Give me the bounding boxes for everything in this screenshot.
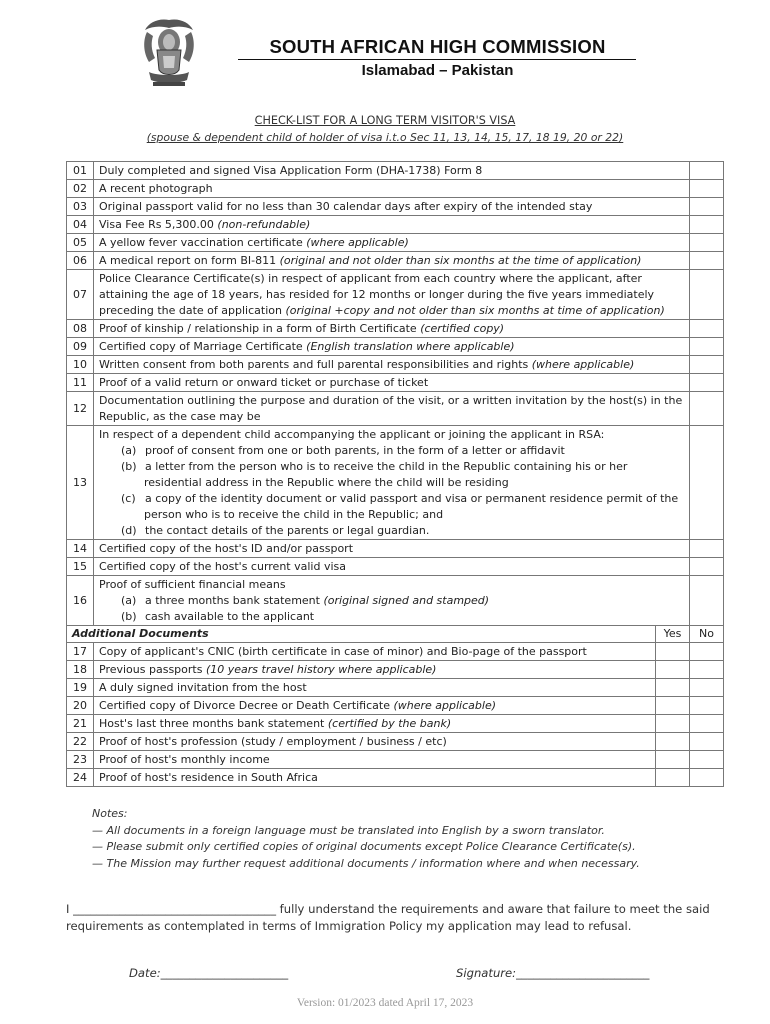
item-text: Documentation outlining the purpose and duration of the visit, or a written invitation by the host(s) in the Republic, as the case may be <box>94 392 690 426</box>
item-number: 02 <box>67 180 94 198</box>
table-row <box>67 198 724 216</box>
table-row <box>67 679 724 697</box>
sub-item-marker: (a) <box>121 594 137 607</box>
item-number: 20 <box>67 697 94 715</box>
table-row <box>67 733 724 751</box>
item-note: (where applicable) <box>306 236 409 249</box>
version-footer: Version: 01/2023 dated April 17, 2023 <box>296 997 474 1009</box>
title-underline <box>238 59 636 60</box>
sub-item <box>122 593 685 609</box>
no-checkbox-cell[interactable] <box>690 661 724 679</box>
item-main-text: Proof of kinship / relationship in a form of Birth Certificate <box>99 322 421 335</box>
item-number: 01 <box>67 162 94 180</box>
item-number: 13 <box>67 426 94 540</box>
item-text <box>94 356 690 374</box>
item-number: 24 <box>67 769 94 787</box>
item-number: 18 <box>67 661 94 679</box>
checkbox-cell[interactable] <box>690 374 724 392</box>
item-text: Proof of a valid return or onward ticket or purchase of ticket <box>94 374 690 392</box>
item-number: 10 <box>67 356 94 374</box>
item-number: 11 <box>67 374 94 392</box>
yes-checkbox-cell[interactable] <box>656 661 690 679</box>
table-row <box>67 558 724 576</box>
yes-checkbox-cell[interactable] <box>656 769 690 787</box>
item-main-text: A yellow fever vaccination certificate <box>99 236 307 249</box>
checkbox-cell[interactable] <box>690 162 724 180</box>
table-row <box>67 661 724 679</box>
item-text: Certified copy of the host's ID and/or passport <box>94 540 690 558</box>
item-main-text: Certified copy of Marriage Certificate <box>99 340 307 353</box>
notes-section <box>92 806 640 872</box>
item-text: A duly signed invitation from the host <box>94 679 656 697</box>
item-main-text: Host's last three months bank statement <box>99 717 328 730</box>
signature-blank: _______________________ <box>516 966 650 980</box>
checkbox-cell[interactable] <box>690 270 724 320</box>
checklist-table <box>66 161 724 787</box>
sub-item <box>122 443 685 459</box>
additional-header-row <box>67 626 724 643</box>
item-text: Proof of host's monthly income <box>94 751 656 769</box>
date-field[interactable] <box>129 966 288 980</box>
sub-item <box>122 491 685 523</box>
item-number: 15 <box>67 558 94 576</box>
item-text: Proof of host's profession (study / employment / business / etc) <box>94 733 656 751</box>
yes-checkbox-cell[interactable] <box>656 715 690 733</box>
checkbox-cell[interactable] <box>690 234 724 252</box>
declaration <box>66 901 726 935</box>
table-row <box>67 270 724 320</box>
item-note: (certified by the bank) <box>327 717 452 730</box>
checkbox-cell[interactable] <box>690 320 724 338</box>
sub-item-note: (original signed and stamped) <box>323 594 490 607</box>
note-line: — The Mission may further request additional documents / information where and when necessary. <box>92 856 640 870</box>
page-subtitle: Islamabad – Pakistan <box>361 62 514 79</box>
item-main-text: A medical report on form BI-811 <box>99 254 280 267</box>
checkbox-cell[interactable] <box>690 338 724 356</box>
table-row <box>67 392 724 426</box>
notes-heading: Notes: <box>92 807 128 820</box>
no-checkbox-cell[interactable] <box>690 679 724 697</box>
item-note: (original and not older than six months at the time of application) <box>279 254 642 267</box>
item-text <box>94 661 656 679</box>
sub-item-text: the contact details of the parents or legal guardian. <box>145 524 430 537</box>
item-text <box>94 216 690 234</box>
item-number: 23 <box>67 751 94 769</box>
table-row <box>67 234 724 252</box>
item-main-text: Police Clearance Certificate(s) in respect of applicant from each country where the applicant, after attaining the age of 18 years, has resided for 12 months or longer during the five years immediately preceding the date of application <box>99 272 655 317</box>
item-main-text: Certified copy of Divorce Decree or Death Certificate <box>99 699 394 712</box>
checkbox-cell[interactable] <box>690 216 724 234</box>
item-text: Copy of applicant's CNIC (birth certificate in case of minor) and Bio-page of the passport <box>94 643 656 661</box>
no-checkbox-cell[interactable] <box>690 697 724 715</box>
item-number: 14 <box>67 540 94 558</box>
item-note: (certified copy) <box>420 322 505 335</box>
table-row <box>67 216 724 234</box>
signature-field[interactable] <box>456 966 649 980</box>
sub-item-text: a letter from the person who is to receive the child in the Republic containing his or her residential address in the Republic where the child will be residing <box>144 460 628 489</box>
item-number: 03 <box>67 198 94 216</box>
yes-column-header: Yes <box>656 626 690 643</box>
item-text: A recent photograph <box>94 180 690 198</box>
table-row <box>67 540 724 558</box>
item-note: (English translation where applicable) <box>306 340 515 353</box>
checkbox-cell[interactable] <box>690 558 724 576</box>
item-text: Duly completed and signed Visa Application Form (DHA-1738) Form 8 <box>94 162 690 180</box>
sub-item-text: a three months bank statement <box>145 594 324 607</box>
item-number: 16 <box>67 576 94 626</box>
table-row <box>67 769 724 787</box>
checkbox-cell[interactable] <box>690 426 724 540</box>
coat-of-arms-logo <box>137 14 201 92</box>
table-row <box>67 162 724 180</box>
no-checkbox-cell[interactable] <box>690 715 724 733</box>
item-main-text: Proof of sufficient financial means <box>99 578 286 591</box>
item-number: 22 <box>67 733 94 751</box>
item-text <box>94 234 690 252</box>
item-number: 07 <box>67 270 94 320</box>
sub-item-text: proof of consent from one or both parents, in the form of a letter or affidavit <box>145 444 565 457</box>
date-label: Date: <box>129 966 161 980</box>
additional-documents-heading: Additional Documents <box>67 626 656 643</box>
declaration-text: fully understand the requirements and aware that failure to meet the said requirements as contemplated in terms of Immigration Policy my application may lead to refusal. <box>66 902 710 933</box>
item-main-text: Previous passports <box>99 663 206 676</box>
item-number: 05 <box>67 234 94 252</box>
item-note: (where applicable) <box>393 699 497 712</box>
item-number: 19 <box>67 679 94 697</box>
item-number: 04 <box>67 216 94 234</box>
yes-checkbox-cell[interactable] <box>656 679 690 697</box>
yes-checkbox-cell[interactable] <box>656 697 690 715</box>
item-number: 17 <box>67 643 94 661</box>
no-checkbox-cell[interactable] <box>690 751 724 769</box>
name-blank-field[interactable]: ___________________________________ <box>73 902 276 916</box>
item-text <box>94 715 656 733</box>
item-note: (where applicable) <box>531 358 635 371</box>
page-title: SOUTH AFRICAN HIGH COMMISSION <box>269 36 606 57</box>
item-text: Proof of host's residence in South Africa <box>94 769 656 787</box>
yes-checkbox-cell[interactable] <box>656 751 690 769</box>
checkbox-cell[interactable] <box>690 252 724 270</box>
item-text <box>94 426 690 540</box>
sub-item <box>122 609 685 625</box>
table-row <box>67 338 724 356</box>
table-row <box>67 715 724 733</box>
item-text <box>94 697 656 715</box>
item-main-text: Written consent from both parents and full parental responsibilities and rights <box>99 358 532 371</box>
sub-item-marker: (b) <box>121 610 137 623</box>
item-note: (original +copy and not older than six months at time of application) <box>285 304 665 317</box>
table-row <box>67 697 724 715</box>
no-checkbox-cell[interactable] <box>690 769 724 787</box>
sub-item <box>122 523 685 539</box>
checkbox-cell[interactable] <box>690 198 724 216</box>
item-text <box>94 320 690 338</box>
sub-item <box>122 459 685 491</box>
item-main-text: In respect of a dependent child accompanying the applicant or joining the applicant in RSA: <box>99 428 605 441</box>
checkbox-cell[interactable] <box>690 392 724 426</box>
item-note: (10 years travel history where applicable) <box>205 663 437 676</box>
item-number: 09 <box>67 338 94 356</box>
table-row <box>67 180 724 198</box>
item-text <box>94 270 690 320</box>
item-text <box>94 338 690 356</box>
date-blank: ______________________ <box>160 966 289 980</box>
yes-checkbox-cell[interactable] <box>656 643 690 661</box>
sub-item-marker: (d) <box>121 524 137 537</box>
table-row <box>67 356 724 374</box>
item-text <box>94 252 690 270</box>
checklist-subtitle: (spouse & dependent child of holder of visa i.t.o Sec 11, 13, 14, 15, 17, 18 19, 20 or 22) <box>146 131 624 144</box>
item-number: 21 <box>67 715 94 733</box>
table-row <box>67 576 724 626</box>
sub-item-marker: (a) <box>121 444 137 457</box>
sub-item-marker: (c) <box>121 492 136 505</box>
item-number: 08 <box>67 320 94 338</box>
table-row <box>67 643 724 661</box>
sub-item-text: cash available to the applicant <box>145 610 315 623</box>
item-number: 12 <box>67 392 94 426</box>
checklist-title: CHECK-LIST FOR A LONG TERM VISITOR'S VISA <box>254 114 516 127</box>
table-row <box>67 320 724 338</box>
sub-item-text: a copy of the identity document or valid passport and visa or permanent residence permit of the person who is to receive the child in the Republic; and <box>144 492 679 521</box>
checkbox-cell[interactable] <box>690 180 724 198</box>
sub-item-marker: (b) <box>121 460 137 473</box>
table-row <box>67 374 724 392</box>
table-row <box>67 751 724 769</box>
note-line: — All documents in a foreign language must be translated into English by a sworn translator. <box>92 823 605 837</box>
table-row <box>67 426 724 540</box>
item-text: Certified copy of the host's current valid visa <box>94 558 690 576</box>
item-text <box>94 576 690 626</box>
declaration-prefix: I <box>66 902 70 916</box>
no-checkbox-cell[interactable] <box>690 733 724 751</box>
no-column-header: No <box>690 626 724 643</box>
signature-label: Signature: <box>456 966 517 980</box>
item-number: 06 <box>67 252 94 270</box>
item-note: (non-refundable) <box>217 218 311 231</box>
item-main-text: Visa Fee Rs 5,300.00 <box>99 218 218 231</box>
checkbox-cell[interactable] <box>690 540 724 558</box>
checkbox-cell[interactable] <box>690 576 724 626</box>
note-line: — Please submit only certified copies of original documents except Police Clearance Certificate(s). <box>92 840 636 853</box>
no-checkbox-cell[interactable] <box>690 643 724 661</box>
table-row <box>67 252 724 270</box>
item-text: Original passport valid for no less than 30 calendar days after expiry of the intended stay <box>94 198 690 216</box>
checkbox-cell[interactable] <box>690 356 724 374</box>
yes-checkbox-cell[interactable] <box>656 733 690 751</box>
